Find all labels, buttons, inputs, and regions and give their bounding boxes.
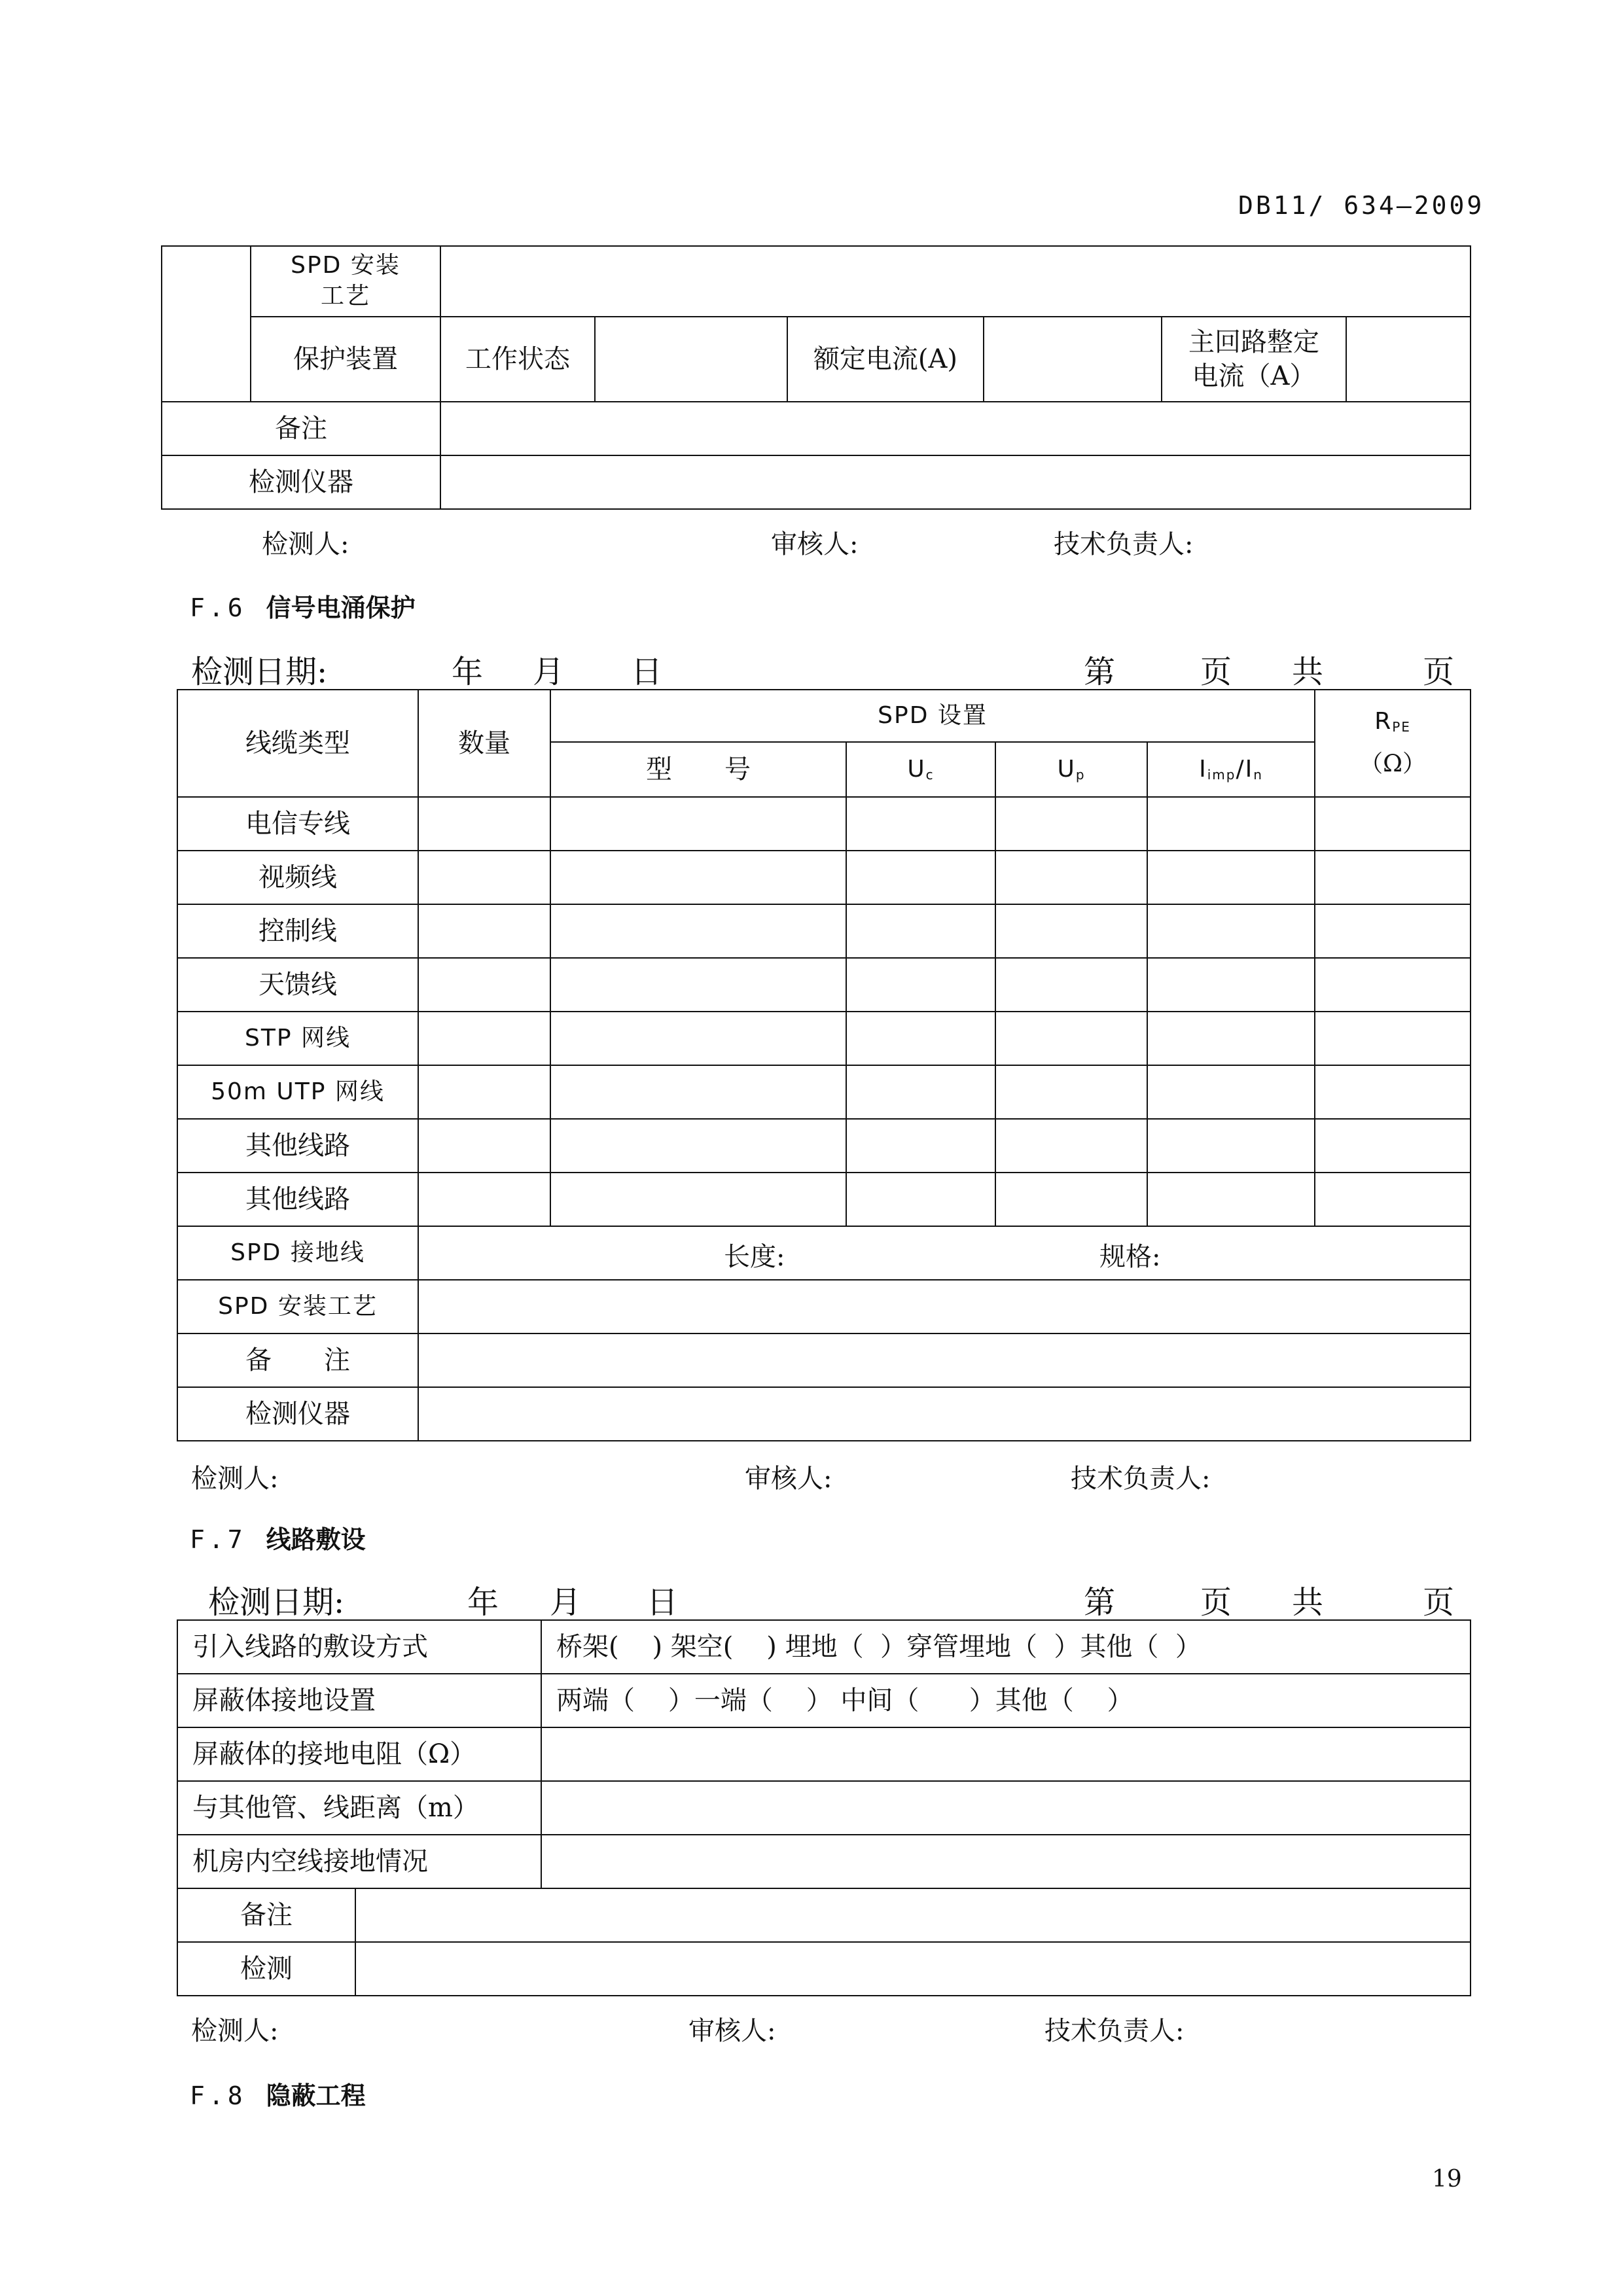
reviewer-label: 审核人: — [771, 529, 859, 559]
row-label: STP 网线 — [177, 1012, 418, 1065]
row-label: 屏蔽体接地设置 — [177, 1674, 541, 1727]
cell-input[interactable] — [995, 851, 1147, 904]
day-label: 日 — [631, 654, 663, 690]
table-row — [177, 1173, 1471, 1226]
cell-input[interactable] — [418, 851, 550, 904]
cell-input[interactable] — [1147, 958, 1315, 1012]
cell-input[interactable] — [418, 958, 550, 1012]
cell-input[interactable] — [995, 1012, 1147, 1065]
cell-input[interactable] — [846, 1173, 995, 1226]
total-unit: 页 — [1423, 654, 1455, 690]
total-label: 共 — [1292, 654, 1324, 690]
cell-input[interactable] — [1147, 797, 1315, 851]
main-loop-value[interactable] — [1346, 317, 1471, 402]
ground-wire-value[interactable] — [418, 1226, 1471, 1280]
table-row — [177, 797, 1471, 851]
month-label: 月 — [550, 1584, 582, 1621]
rated-current-value[interactable] — [984, 317, 1162, 402]
cell-input[interactable] — [1315, 1065, 1471, 1119]
cell-input[interactable] — [1147, 1065, 1315, 1119]
remark-label: 备 注 — [177, 1333, 418, 1387]
section-f6-heading — [190, 588, 416, 624]
cell-input[interactable] — [550, 1119, 846, 1173]
instrument-label: 检测仪器 — [177, 1387, 418, 1441]
cell-input[interactable] — [418, 797, 550, 851]
spec-label: 规格: — [1099, 1242, 1161, 1272]
tester-label: 检测人: — [191, 1464, 279, 1494]
ground-wire-label: SPD 接地线 — [177, 1226, 418, 1280]
row-value[interactable] — [541, 1781, 1471, 1835]
table-row — [177, 1781, 1471, 1835]
uc-symbol: U — [907, 755, 926, 783]
cell-input[interactable] — [418, 1065, 550, 1119]
remark-label: 备注 — [162, 402, 440, 455]
cell-input[interactable] — [550, 1173, 846, 1226]
row-label: 50m UTP 网线 — [177, 1065, 418, 1119]
remark-value[interactable] — [418, 1333, 1471, 1387]
in-symbol: /I — [1236, 755, 1254, 783]
row-label: 与其他管、线距离（m） — [177, 1781, 541, 1835]
work-state-label: 工作状态 — [440, 317, 595, 402]
cell-input[interactable] — [995, 1119, 1147, 1173]
col-up — [995, 742, 1147, 797]
table-row — [177, 958, 1471, 1012]
cell-input[interactable] — [1147, 904, 1315, 958]
signal-surge-table — [177, 689, 1471, 1441]
up-subscript: p — [1075, 766, 1086, 783]
standard-code: DB11/ 634—2009 — [1238, 191, 1485, 220]
remark-label: 备注 — [177, 1888, 355, 1942]
year-label: 年 — [452, 654, 484, 690]
shield-ground-options[interactable]: 两端（ ）一端（ ） 中间（ ）其他（ ） — [541, 1674, 1471, 1727]
cell-input[interactable] — [1315, 1119, 1471, 1173]
remark-value[interactable] — [355, 1888, 1471, 1942]
cell-input[interactable] — [995, 797, 1147, 851]
row-label: 屏蔽体的接地电阻（Ω） — [177, 1727, 541, 1781]
row-value[interactable] — [541, 1835, 1471, 1888]
line-laying-table — [177, 1619, 1471, 1996]
table-row — [177, 904, 1471, 958]
section-f7-heading — [190, 1519, 366, 1555]
spd-process-label: SPD 安装 工艺 — [251, 246, 440, 317]
cell-input[interactable] — [995, 1065, 1147, 1119]
cell-input[interactable] — [1147, 1012, 1315, 1065]
row-label: 其他线路 — [177, 1119, 418, 1173]
tech-lead-label: 技术负责人: — [1044, 2016, 1185, 2046]
table-row — [177, 1727, 1471, 1781]
cell-input[interactable] — [418, 1173, 550, 1226]
cell-input[interactable] — [995, 958, 1147, 1012]
spd-process-value[interactable] — [440, 246, 1471, 317]
col-quantity: 数量 — [418, 690, 550, 797]
cell-input[interactable] — [550, 958, 846, 1012]
row-label: 机房内空线接地情况 — [177, 1835, 541, 1888]
table-row — [177, 1065, 1471, 1119]
col-cable-type: 线缆类型 — [177, 690, 418, 797]
total-label: 共 — [1292, 1584, 1324, 1621]
cell-input[interactable] — [550, 1012, 846, 1065]
row-label: 视频线 — [177, 851, 418, 904]
laying-method-options[interactable]: 桥架( ) 架空( ) 埋地（ ）穿管埋地（ ）其他（ ） — [541, 1620, 1471, 1674]
in-subscript: n — [1253, 766, 1263, 783]
table-row — [177, 1119, 1471, 1173]
length-label: 长度: — [724, 1242, 785, 1272]
col-iimp-in — [1147, 742, 1315, 797]
uc-subscript: c — [925, 766, 935, 783]
work-state-value[interactable] — [595, 317, 787, 402]
cell-input[interactable] — [846, 851, 995, 904]
spd-process-value[interactable] — [418, 1280, 1471, 1333]
cell-input[interactable] — [1147, 851, 1315, 904]
instrument-value[interactable] — [440, 455, 1471, 509]
table-row — [177, 1674, 1471, 1727]
tech-lead-label: 技术负责人: — [1054, 529, 1194, 559]
col-uc — [846, 742, 995, 797]
cell-input[interactable] — [550, 904, 846, 958]
section-number: F.6 — [190, 593, 247, 622]
cell-input[interactable] — [550, 797, 846, 851]
col-spd-setting: SPD 设置 — [550, 690, 1315, 742]
section-title: 信号电涌保护 — [266, 593, 416, 622]
cell-input[interactable] — [1315, 1012, 1471, 1065]
spd-process-label: SPD 安装工艺 — [177, 1280, 418, 1333]
cell-input[interactable] — [846, 1119, 995, 1173]
cell-input[interactable] — [846, 958, 995, 1012]
row-label: 控制线 — [177, 904, 418, 958]
cell-input[interactable] — [550, 1065, 846, 1119]
table-row — [177, 851, 1471, 904]
year-label: 年 — [467, 1584, 499, 1621]
iimp-symbol: I — [1199, 755, 1207, 783]
rpe-symbol: R — [1374, 708, 1393, 735]
col-model: 型 号 — [550, 742, 846, 797]
row-value[interactable] — [541, 1727, 1471, 1781]
row-label: 天馈线 — [177, 958, 418, 1012]
cell-input[interactable] — [1315, 1173, 1471, 1226]
rated-current-label: 额定电流(A) — [787, 317, 984, 402]
cell-input[interactable] — [995, 904, 1147, 958]
cell-input[interactable] — [1315, 958, 1471, 1012]
detect-value[interactable] — [355, 1942, 1471, 1996]
page-label: 第 — [1084, 1584, 1116, 1621]
rpe-unit: （Ω） — [1359, 751, 1426, 777]
cell-input[interactable] — [846, 1012, 995, 1065]
iimp-subscript: imp — [1207, 766, 1236, 783]
cell-input[interactable] — [418, 1012, 550, 1065]
cell-input[interactable] — [995, 1173, 1147, 1226]
table-row — [177, 1620, 1471, 1674]
up-symbol: U — [1057, 755, 1076, 783]
instrument-label: 检测仪器 — [162, 455, 440, 509]
tester-label: 检测人: — [262, 529, 349, 559]
row-label: 电信专线 — [177, 797, 418, 851]
day-label: 日 — [647, 1584, 679, 1621]
cell-input[interactable] — [418, 904, 550, 958]
cell-input[interactable] — [846, 797, 995, 851]
reviewer-label: 审核人: — [745, 1464, 832, 1494]
cell-input[interactable] — [846, 904, 995, 958]
section-number: F.7 — [190, 1525, 247, 1554]
cell-input[interactable] — [1315, 797, 1471, 851]
cell-input[interactable] — [1147, 1119, 1315, 1173]
rpe-subscript: PE — [1392, 719, 1411, 735]
total-unit: 页 — [1423, 1584, 1455, 1621]
tech-lead-label: 技术负责人: — [1071, 1464, 1211, 1494]
remark-value[interactable] — [440, 402, 1471, 455]
cell-input[interactable] — [846, 1065, 995, 1119]
protection-label: 保护装置 — [251, 317, 440, 402]
section-number: F.8 — [190, 2081, 247, 2110]
month-label: 月 — [533, 654, 565, 690]
date-label: 检测日期: — [191, 654, 328, 690]
cell-input[interactable] — [550, 851, 846, 904]
section-title: 隐蔽工程 — [266, 2081, 366, 2110]
detect-label: 检测 — [177, 1942, 355, 1996]
cell-input[interactable] — [1147, 1173, 1315, 1226]
instrument-value[interactable] — [418, 1387, 1471, 1441]
row-label: 引入线路的敷设方式 — [177, 1620, 541, 1674]
reviewer-label: 审核人: — [688, 2016, 776, 2046]
spd-continuation-table — [161, 245, 1471, 510]
cell-input[interactable] — [1315, 904, 1471, 958]
section-f8-heading — [190, 2075, 366, 2111]
blank-cell — [162, 246, 251, 402]
tester-label: 检测人: — [191, 2016, 279, 2046]
page-number: 19 — [1432, 2166, 1462, 2193]
cell-input[interactable] — [418, 1119, 550, 1173]
page-label: 第 — [1084, 654, 1116, 690]
table-row — [177, 1835, 1471, 1888]
row-label: 其他线路 — [177, 1173, 418, 1226]
table-row — [177, 1012, 1471, 1065]
page-unit: 页 — [1200, 1584, 1232, 1621]
main-loop-label: 主回路整定 电流（A） — [1162, 317, 1346, 402]
cell-input[interactable] — [1315, 851, 1471, 904]
page-unit: 页 — [1200, 654, 1232, 690]
col-rpe — [1315, 690, 1471, 797]
section-title: 线路敷设 — [266, 1525, 366, 1554]
date-label: 检测日期: — [208, 1584, 345, 1621]
